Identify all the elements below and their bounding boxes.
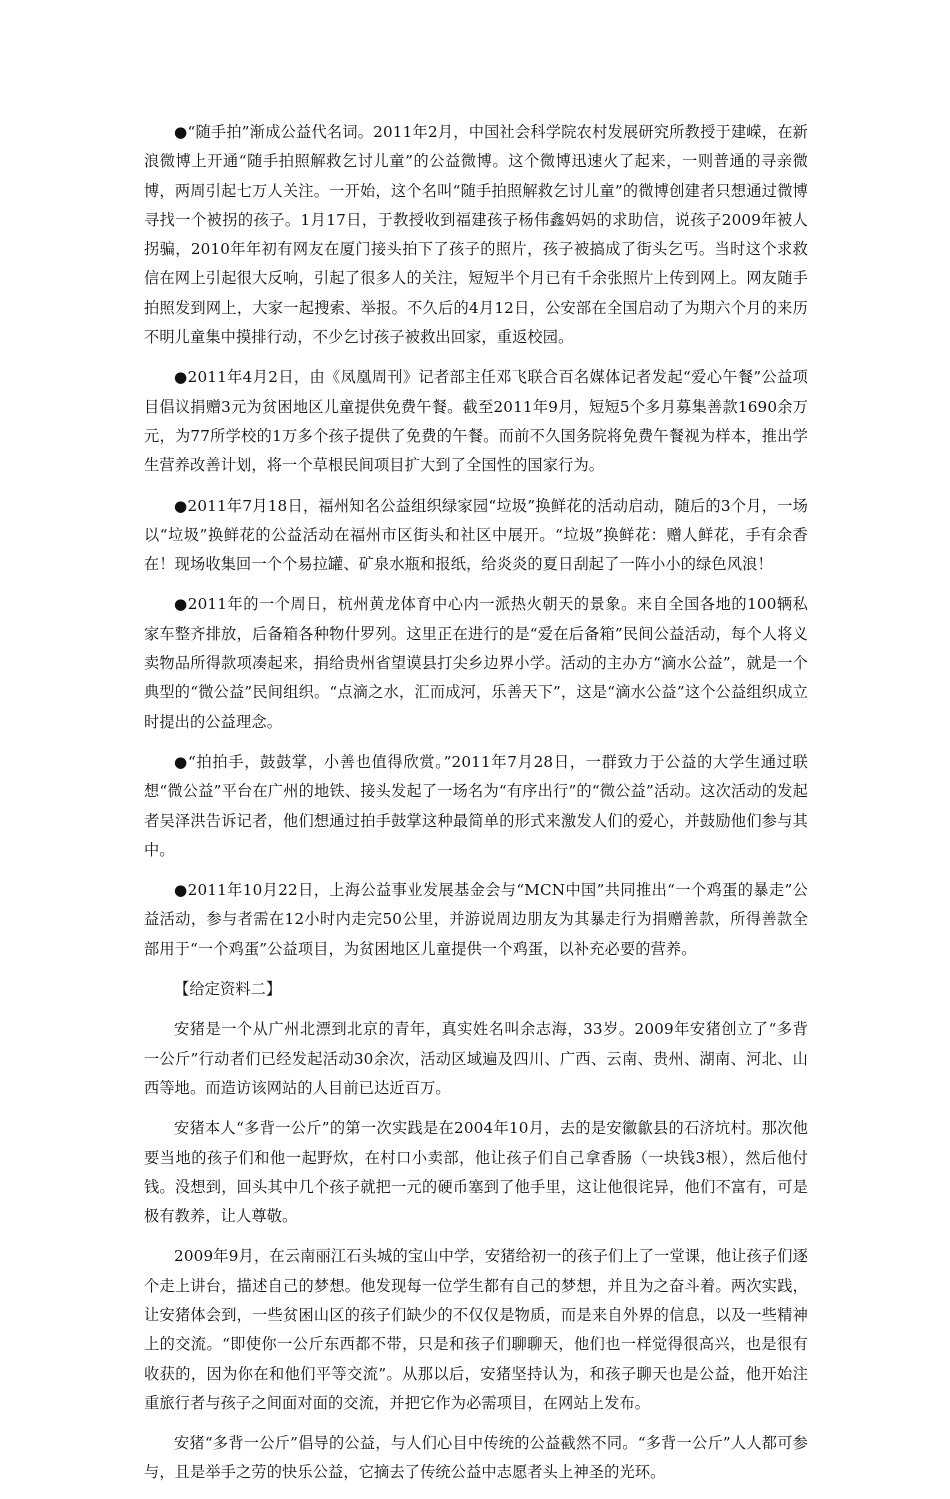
paragraph-anzhu-intro: 安猪是一个从广州北漂到北京的青年，真实姓名叫余志海，33岁。2009年安猪创立了“多背一公斤”行动者们已经发起活动30余次，活动区域遍及四川、广西、云南、贵州、湖南、河北、山西等地。而造访该网站的人目前已达近百万。 — [144, 1020, 808, 1097]
paragraph-clap-hands: ●“拍拍手，鼓鼓掌，小善也值得欣赏。”2011年7月28日，一群致力于公益的大学生通过联想“微公益”平台在广州的地铁、接头发起了一场名为“有序出行”的“微公益”活动。这次活动的发起者吴泽洪告诉记者，他们想通过拍手鼓掌这种最简单的形式来激发人们的爱心，并鼓励他们参与其中。 — [144, 752, 808, 859]
paragraph-anzhu-lijiang: 2009年9月，在云南丽江石头城的宝山中学，安猪给初一的孩子们上了一堂课，他让孩子们逐个走上讲台，描述自己的梦想。他发现每一位学生都有自己的梦想，并且为之奋斗着。两次实践，让安猪体会到，一些贫困山区的孩子们缺少的不仅仅是物质，而是来自外界的信息，以及一些精神上的交流。“即使你一公斤东西都不带，只是和孩子们聊聊天，他们也一样觉得很高兴，也是很有收获的，因为你在和他们平等交流”。从那以后，安猪坚持认为，和孩子聊天也是公益，他开始注重旅行者与孩子之间面对面的交流，并把它作为必需项目，在网站上发布。 — [144, 1247, 808, 1412]
paragraph-love-in-trunk: ●2011年的一个周日，杭州黄龙体育中心内一派热火朝天的景象。来自全国各地的100辆私家车整齐排放，后备箱各种物什罗列。这里正在进行的是“爱在后备箱”民间公益活动，每个人将义卖物品所得款项凑起来，捐给贵州省望谟县打尖乡边界小学。活动的主办方“滴水公益”，就是一个典型的“微公益”民间组织。“点滴之水，汇而成河，乐善天下”，这是“滴水公益”这个公益组织成立时提出的公益理念。 — [144, 595, 808, 731]
paragraph-egg-walk: ●2011年10月22日，上海公益事业发展基金会与“MCN中国”共同推出“一个鸡蛋的暴走”公益活动，参与者需在12小时内走完50公里，并游说周边朋友为其暴走行为捐赠善款，所得善款全部用于“一个鸡蛋”公益项目，为贫困地区儿童提供一个鸡蛋，以补充必要的营养。 — [144, 881, 808, 958]
section-heading: 【给定资料二】 — [174, 980, 282, 999]
paragraph-garbage-for-flowers: ●2011年7月18日，福州知名公益组织绿家园“垃圾”换鲜花的活动启动，随后的3个月，一场以“垃圾”换鲜花的公益活动在福州市区街头和社区中展开。“垃圾”换鲜花：赠人鲜花，手有余香在！现场收集回一个个易拉罐、矿泉水瓶和报纸，给炎炎的夏日刮起了一阵小小的绿色风浪！ — [144, 496, 808, 574]
document-page — [144, 118, 808, 1499]
paragraph-anzhu-philosophy: 安猪“多背一公斤”倡导的公益，与人们心目中传统的公益截然不同。“多背一公斤”人人都可参与，且是举手之劳的快乐公益，它摘去了传统公益中志愿者头上神圣的光环。 — [144, 1434, 808, 1482]
paragraph-free-lunch: ●2011年4月2日，由《凤凰周刊》记者部主任邓飞联合百名媒体记者发起“爱心午餐”公益项目倡议捐赠3元为贫困地区儿童提供免费午餐。截至2011年9月，短短5个多月募集善款1690余万元，为77所学校的1万多个孩子提供了免费的午餐。而前不久国务院将免费午餐视为样本，推出学生营养改善计划，将一个草根民间项目扩大到了全国性的国家行为。 — [144, 368, 808, 475]
paragraph-suishoupai: ●“随手拍”渐成公益代名词。2011年2月，中国社会科学院农村发展研究所教授于建嵘，在新浪微博上开通“随手拍照解救乞讨儿童”的公益微博。这个微博迅速火了起来，一则普通的寻亲微博，两周引起七万人关注。一开始，这个名叫“随手拍照解救乞讨儿童”的微博创建者只想通过微博寻找一个被拐的孩子。1月17日，于教授收到福建孩子杨伟鑫妈妈的求助信，说孩子2009年被人拐骗，2010年年初有网友在厦门接头拍下了孩子的照片，孩子被搞成了街头乞丐。当时这个求救信在网上引起很大反响，引起了很多人的关注，短短半个月已有千余张照片上传到网上。网友随手拍照发到网上，大家一起搜索、举报。不久后的4月12日，公安部在全国启动了为期六个月的来历不明儿童集中摸排行动，不少乞讨孩子被救出回家，重返校园。 — [144, 123, 808, 347]
paragraph-anzhu-first-practice: 安猪本人“多背一公斤”的第一次实践是在2004年10月，去的是安徽歙县的石济坑村。那次他要当地的孩子们和他一起野炊，在村口小卖部，他让孩子们自己拿香肠（一块钱3根），然后他付钱。没想到，回头其中几个孩子就把一元的硬币塞到了他手里，这让他很诧异，他们不富有，可是极有教养，让人尊敬。 — [144, 1119, 808, 1226]
